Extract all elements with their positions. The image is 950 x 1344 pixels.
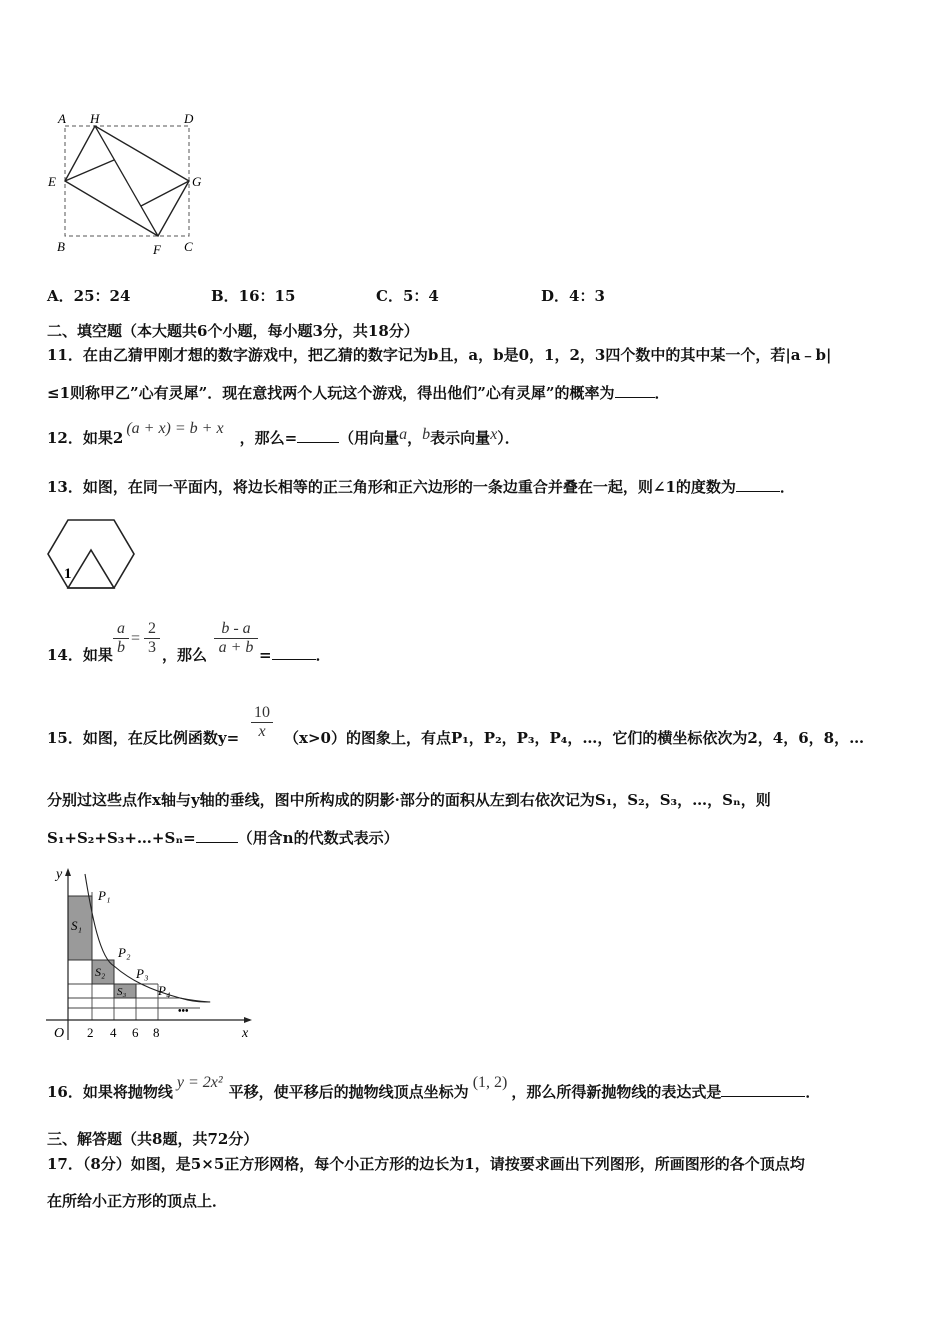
q14-equals: = (131, 630, 141, 647)
q14-fraction-a-b (113, 620, 129, 657)
q15-f-num: 10 (254, 704, 270, 721)
q11-text: ≤1则称甲乙”心有灵犀”．现在意找两个人玩这个游戏，得出他们”心有灵犀”的概率为 (47, 384, 615, 402)
q15-line2: 分别过这些点作x轴与y轴的垂线，图中所构成的阴影·部分的面积从左到右依次记为S₁，S₂，S₃，…，Sₙ，则 (47, 791, 771, 809)
q12-tail1: （用向量 (339, 429, 400, 447)
rectangle-figure (40, 108, 220, 263)
option-b: B．16：15 (211, 287, 296, 305)
label-D: D (184, 111, 194, 126)
q16-prefix: 16．如果将抛物线 (47, 1083, 173, 1101)
q12-prefix: 12．如果2 (47, 429, 124, 447)
q16-tail: ，那么所得新抛物线的表达式是 (511, 1083, 722, 1101)
q12-line (47, 420, 520, 449)
q14-answer-blank[interactable] (272, 645, 316, 660)
q14-f3-den: a + b (214, 638, 258, 657)
q17-line2: 在所给小正方形的顶点上． (47, 1192, 228, 1210)
q14-f1-den: b (113, 638, 129, 657)
q17-line1: 17．（8分）如图，是5×5正方形网格，每个小正方形的边长为1，请按要求画出下列图形，所画图形的各个顶点均 (47, 1155, 805, 1173)
q12-mid: ，那么= (239, 429, 298, 447)
q13-end: ． (779, 478, 795, 496)
p4-label: P₄ (158, 983, 171, 998)
q14-fraction-2-3 (144, 620, 160, 657)
axis-y-label: y (56, 867, 63, 882)
inverse-function-figure (40, 862, 260, 1047)
q13-line (47, 477, 795, 497)
p1-label: P₁ (98, 888, 111, 903)
q12-answer-blank[interactable] (297, 428, 339, 443)
q14-fraction-result (214, 620, 258, 657)
q15-tail: （用含n的代数式表示） (237, 829, 399, 847)
q12-vector-x: x (490, 426, 498, 443)
s1-label: S₁ (71, 918, 83, 933)
q12-expression: (a + x) = b + x (126, 420, 224, 437)
q14-f1-num: a (117, 620, 125, 637)
q14-eq2: = (259, 646, 272, 664)
q16-expression: y = 2x² (176, 1074, 223, 1091)
q16-end: ． (805, 1083, 821, 1101)
label-A: A (58, 111, 66, 126)
label-C: C (184, 239, 193, 254)
origin-label: O (54, 1026, 65, 1041)
q15-f-den: x (251, 722, 273, 741)
tick-8: 8 (153, 1025, 160, 1040)
q11-line2 (47, 383, 670, 403)
tick-4: 4 (110, 1025, 117, 1040)
q11-end: ． (654, 384, 670, 402)
q12-vector-b: b (422, 426, 431, 443)
q14-f3-num: b - a (221, 620, 251, 637)
q16-point: (1, 2) (472, 1074, 508, 1091)
p3-label: P₃ (136, 966, 149, 981)
q15-fraction (251, 704, 273, 741)
q16-answer-blank[interactable] (721, 1082, 805, 1097)
label-G: G (192, 174, 202, 189)
p2-label: P₂ (118, 945, 131, 960)
option-a: A．25：24 (47, 287, 131, 305)
q12-tail2: 表示向量 (430, 429, 491, 447)
q14-prefix: 14．如果 (47, 646, 113, 664)
q13-text: 13．如图，在同一平面内，将边长相等的正三角形和正六边形的一条边重合并叠在一起，则∠1的度数为 (47, 478, 736, 496)
q15-answer-blank[interactable] (196, 828, 238, 843)
q14-end (259, 645, 331, 665)
q15-sum: S₁+S₂+S₃+…+Sₙ= (47, 829, 196, 847)
section-solution-heading: 三、解答题（共8题，共72分） (47, 1130, 259, 1148)
s3-label: S₃ (117, 986, 127, 998)
q15-line3 (47, 828, 399, 848)
axis-x-label: x (242, 1026, 249, 1041)
tick-6: 6 (132, 1025, 139, 1040)
q12-sep: ， (407, 429, 423, 447)
label-E: E (48, 174, 56, 189)
q14-f2-den: 3 (144, 638, 160, 657)
q16-line (47, 1074, 821, 1103)
hexagon-figure (44, 516, 139, 596)
angle-1-label: 1 (64, 566, 72, 582)
q11-line1: 11．在由乙猜甲刚才想的数字游戏中，把乙猜的数字记为b且，a，b是0，1，2，3四个数中的其中某一个，若|a﹣b| (47, 346, 832, 364)
section-fill-blank-heading: 二、填空题（本大题共6个小题，每小题3分，共18分） (47, 322, 419, 340)
q16-mid: 平移，使平移后的抛物线顶点坐标为 (228, 1083, 469, 1101)
label-B: B (57, 239, 65, 254)
tick-2: 2 (87, 1025, 94, 1040)
q12-vector-a: a (399, 426, 408, 443)
label-F: F (153, 242, 161, 257)
q12-end: ）． (497, 429, 520, 447)
label-H: H (90, 111, 100, 126)
q15-prefix: 15．如图，在反比例函数y= (47, 729, 240, 747)
q15-line1-rest: （x>0）的图象上，有点P₁，P₂，P₃，P₄，…，它们的横坐标依次为2，4，6，8，… (284, 729, 865, 747)
q14-end2: ． (315, 646, 331, 664)
q14-mid: ，那么 (162, 646, 208, 664)
s2-label: S₂ (95, 965, 106, 979)
q13-answer-blank[interactable] (736, 477, 780, 492)
option-c: C．5：4 (376, 287, 439, 305)
option-d: D．4：3 (541, 287, 605, 305)
q11-answer-blank[interactable] (615, 383, 655, 398)
ellipsis-dots: ••• (178, 1006, 189, 1017)
q14-f2-num: 2 (148, 620, 156, 637)
